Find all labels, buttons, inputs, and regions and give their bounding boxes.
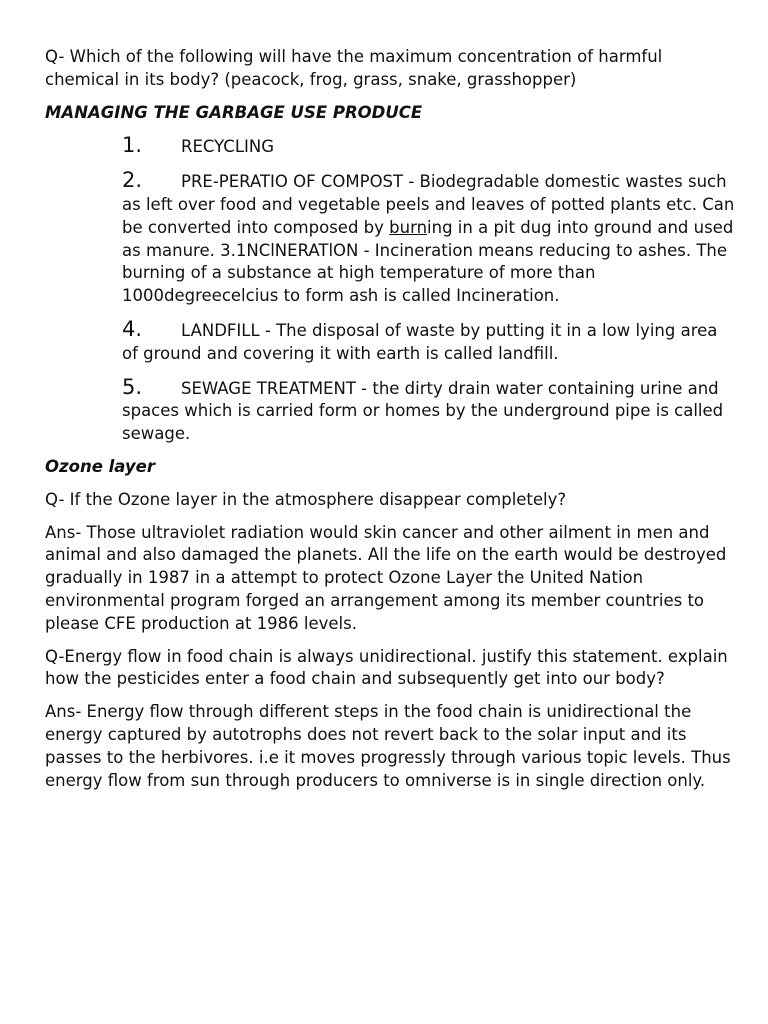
list-item-text: PRE-PERATIO OF COMPOST - Biodegradable domestic wastes such as left over food and vegetable peels and leaves of potted plants etc. Can be converted into composed by xyxy=(122,172,735,237)
list-item-text: LANDFILL - The disposal of waste by putting it in a low lying area of ground and covering it with earth is called landfill. xyxy=(122,320,718,363)
list-item-text: RECYCLING xyxy=(181,137,275,157)
list-item-landfill xyxy=(122,318,735,366)
answer-energy-flow: Ans- Energy flow through different steps in the food chain is unidirectional the energy captured by autotrophs does not revert back to the solar input and its passes to the herbivores. i.e it moves progressly through various topic levels. Thus energy flow from sun through producers to omniverse is in single direction only. xyxy=(45,702,731,790)
question-harmful-chemical: Q- Which of the following will have the maximum concentration of harmful chemical in its body? (peacock, frog, grass, snake, grasshopper) xyxy=(45,47,663,89)
list-item-text: SEWAGE TREATMENT - the dirty drain water containing urine and spaces which is carried form or homes by the underground pipe is called sewage. xyxy=(122,378,724,444)
list-item-compost xyxy=(122,169,735,308)
underlined-word: burn xyxy=(389,217,428,237)
list-number: 1. xyxy=(122,133,143,158)
question-ozone: Q- If the Ozone layer in the atmosphere disappear completely? xyxy=(45,489,567,509)
list-number: 5. xyxy=(122,374,143,399)
question-energy-flow: Q-Energy flow in food chain is always unidirectional. justify this statement. explain how the pesticides enter a food chain and subsequently get into our body? xyxy=(45,646,728,689)
list-item-text-continued: ing in a pit dug into ground and used as manure. 3.1NClNERATlON - Incineration means reducing to ashes. The burning of a substance at high temperature of more than 1000degreecelcius to form ash is called Incineration. xyxy=(122,217,734,306)
garbage-management-list xyxy=(122,134,735,446)
list-number: 4. xyxy=(122,316,143,341)
list-item-recycling xyxy=(122,134,735,159)
heading-ozone-layer: Ozone layer xyxy=(45,456,156,476)
answer-ozone: Ans- Those ultraviolet radiation would skin cancer and other ailment in men and animal and also damaged the planets. All the life on the earth would be destroyed gradually in 1987 in a attempt to protect Ozone Layer the United Nation environmental program forged an arrangement among its member countries to please CFE production at 1986 levels. xyxy=(45,522,727,633)
heading-managing-garbage: MANAGING THE GARBAGE USE PRODUCE xyxy=(45,102,423,122)
list-item-sewage xyxy=(122,376,735,446)
document-page xyxy=(45,46,735,802)
list-number: 2. xyxy=(122,168,143,193)
